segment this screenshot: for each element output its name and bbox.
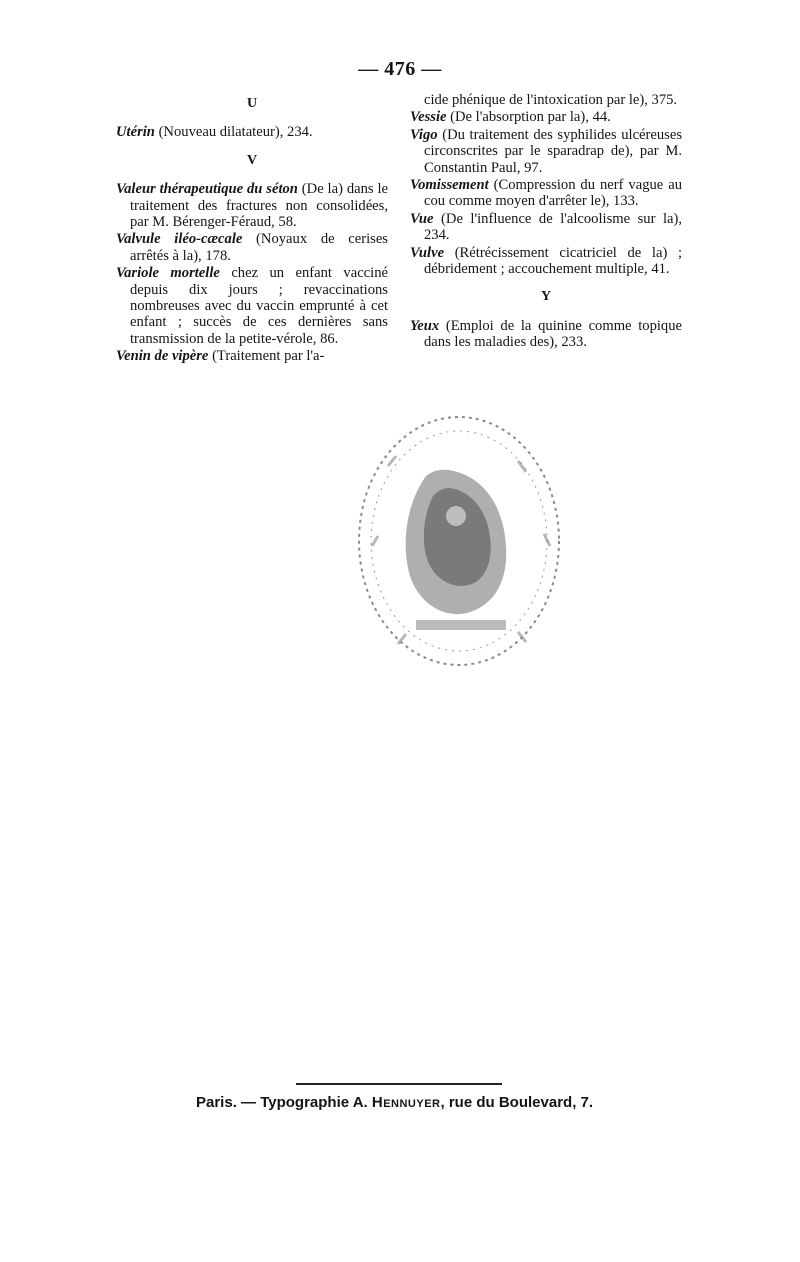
index-entry-vessie: Vessie (De l'absorption par la), 44. <box>410 109 611 126</box>
stamp-graphic <box>348 406 570 676</box>
right-column <box>410 92 682 352</box>
index-entry-vulve: Vulve (Rétrécissement cicatriciel de la) ; débridement ; accouchement multiple, 41. <box>410 244 682 278</box>
index-entry-vomissement: Vomissement (Compression du nerf vague au cou comme moyen d'arrêter le), 133. <box>410 177 682 210</box>
printer-colophon: Paris. — Typographie A. Hennuyer, rue du Boulevard, 7. <box>196 1094 594 1111</box>
index-entry-vue: Vue (De l'influence de l'alcoolisme sur la), 234. <box>410 210 682 244</box>
footer-rule <box>296 1083 502 1085</box>
section-letter-v: V <box>246 152 258 168</box>
index-entry-yeux: Yeux (Emploi de la quinine comme topique dans les maladies des), 233. <box>410 317 682 351</box>
index-entry-valeur: Valeur thérapeutique du séton (De la) dans le traitement des fractures non consolidées, par M. Bérenger-Féraud, 58. <box>116 181 388 231</box>
index-entry-continuation: cide phénique de l'intoxication par le), 375. <box>424 92 678 108</box>
section-letter-u: U <box>246 96 258 111</box>
index-entry-vigo: Vigo (Du traitement des syphilides ulcéreuses circonscrites par le sparadrap de), par M. Constantin Paul, 97. <box>410 126 682 176</box>
index-entry-venin: Venin de vipère (Traitement par l'a- <box>116 348 325 365</box>
page-number: — 476 — <box>358 58 442 80</box>
section-letter-y: Y <box>540 289 552 305</box>
index-entry-valvule: Valvule iléo-cæcale (Noyaux de cerises arrêtés à la), 178. <box>116 231 388 264</box>
index-entry-variole: Variole mortelle chez un enfant vacciné depuis dix jours ; revaccinations nombreuses avec du vaccin emprunté à cet enfant ; succès de ces dernières sans transmission de la petite-vérole, 86. <box>116 265 388 347</box>
left-column <box>116 92 388 366</box>
library-stamp-icon <box>348 406 570 676</box>
index-entry-uterin: Utérin (Nouveau dilatateur), 234. <box>116 124 313 141</box>
